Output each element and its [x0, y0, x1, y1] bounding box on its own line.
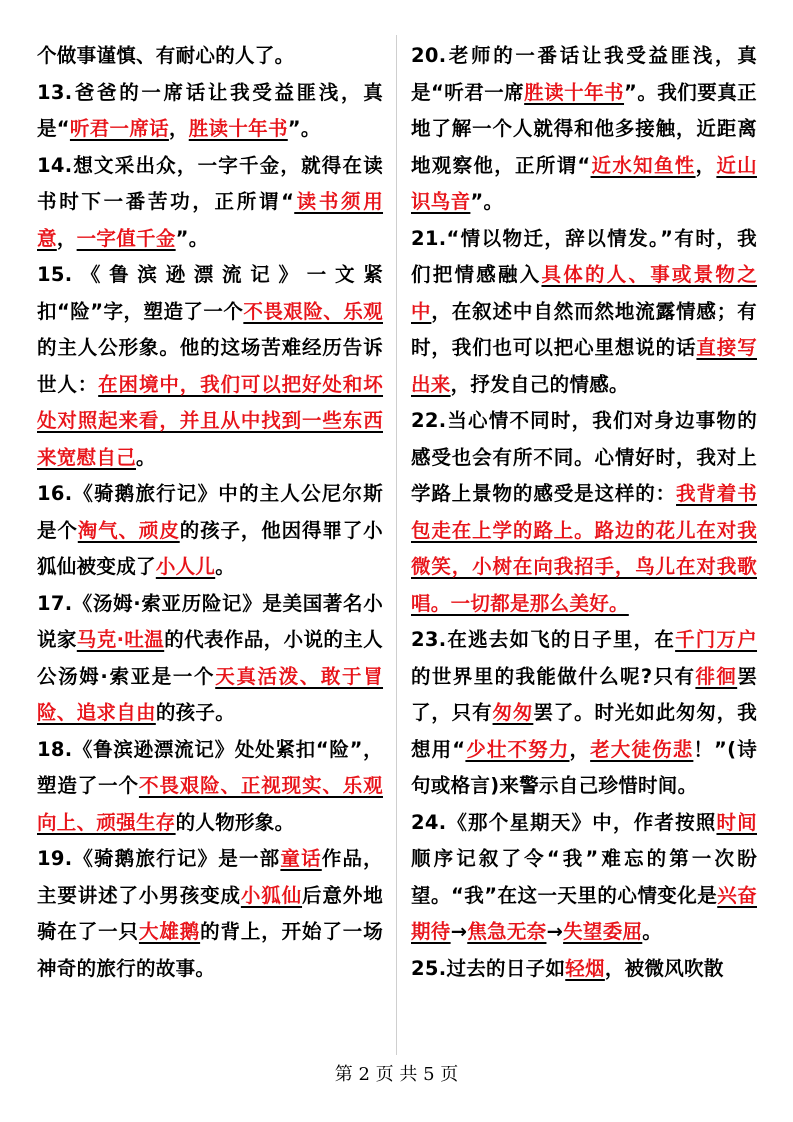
answer-text: 兴奋期待	[411, 883, 757, 943]
answer-text: 我背着书包走在上学的路上。路边的花儿在对我微笑，小树在向我招手，鸟儿在对我歌唱。一切都是那么美好。	[411, 482, 757, 615]
answer-text: 马克·吐温	[76, 628, 165, 651]
question-text: 的背上，开始了一场神奇的旅行的故事。	[37, 920, 383, 980]
answer-text: 时间	[716, 810, 757, 834]
answer-text: 匆匆	[492, 701, 534, 724]
answer-text: 徘徊	[695, 664, 738, 688]
left-column	[37, 38, 383, 987]
question-paragraph	[411, 221, 757, 404]
question-text: 后意外地骑在了一只	[37, 883, 384, 943]
question-text: 的主人公形象。他的这场苦难经历告诉世人：	[37, 336, 383, 396]
question-text: 21.“情以物迁，辞以情发。”有时，我们把情感融入	[411, 226, 757, 286]
question-text: 罢了，只有	[411, 664, 757, 724]
question-text: 22.当心情不同时，我们对身边事物的感受也会有所不同。心情好时，我对上学路上景物的感受是这样的：	[411, 409, 757, 505]
question-text: →	[546, 920, 564, 943]
page-footer: 第 2 页 共 5 页	[334, 1064, 459, 1085]
question-text: →	[450, 920, 468, 943]
answer-text: 具体的人、事或景物之中	[411, 263, 757, 323]
question-text: 23.在逃去如飞的日子里，在	[411, 628, 676, 651]
answer-text: 一字值千金	[76, 226, 176, 250]
question-paragraph	[411, 805, 757, 951]
answer-text: 少壮不努力	[465, 737, 570, 761]
question-paragraph	[37, 75, 383, 148]
answer-text: 轻烟	[565, 956, 605, 980]
question-text: ，	[56, 226, 77, 250]
question-text: 16.《骑鹅旅行记》中的主人公尼尔斯是个	[37, 482, 383, 542]
question-text: ”。	[287, 117, 321, 140]
answer-text: 天真活泼、敢于冒险、追求自由	[37, 664, 384, 724]
question-text: 的人物形象。	[175, 810, 295, 834]
question-text: 19.《骑鹅旅行记》是一部	[37, 847, 281, 870]
answer-text: 童话	[280, 847, 322, 870]
question-text: 。	[642, 920, 663, 943]
answer-text: 老大徒伤悲	[590, 737, 694, 761]
answer-text: 焦急无奈	[467, 920, 547, 943]
question-paragraph	[411, 38, 757, 221]
question-paragraph	[411, 403, 757, 622]
answer-text: 千门万户	[675, 628, 758, 651]
question-text: 的代表作品，小说的主人公汤姆·索亚是一个	[37, 628, 383, 688]
answer-text: 不畏艰险、正视现实、乐观向上、顽强生存	[37, 774, 383, 834]
question-text: 24.《那个星期天》中，作者按照	[411, 810, 717, 834]
question-paragraph	[37, 586, 383, 732]
question-text: 作品，主要讲述了小男孩变成	[37, 847, 383, 907]
question-paragraph	[411, 622, 757, 805]
answer-text: 直接写出来	[411, 336, 757, 396]
question-text: ，在叙述中自然而然地流露情感；有时，我们也可以把心里想说的话	[411, 299, 757, 359]
question-text: 。	[215, 555, 236, 578]
question-text: ！”(诗句或格言)来警示自己珍惜时间。	[411, 737, 757, 797]
question-text: ，	[695, 153, 717, 177]
question-text: 个做事谨慎、有耐心的人了。	[37, 44, 295, 67]
right-column	[411, 38, 757, 987]
question-text: ，抒发自己的情感。	[450, 372, 629, 396]
question-text: ”。我们要真正地了解一个人就得和他多接触，近距离地观察他，正所谓“	[411, 80, 757, 177]
answer-text: 读书须用意	[37, 190, 384, 250]
column-divider	[396, 35, 397, 1055]
answer-text: 淘气、顽皮	[77, 518, 180, 542]
question-text: 15.《鲁滨逊漂流记》一文紧扣“险”字，塑造了一个	[37, 263, 383, 323]
question-text: 13.爸爸的一席话让我受益匪浅，真是“	[37, 80, 383, 140]
answer-text: 近山识鸟音	[411, 153, 757, 213]
question-text: 20.老师的一番话让我受益匪浅，真是“听君一席	[411, 44, 757, 104]
answer-text: 失望委屈	[563, 920, 643, 943]
question-paragraph	[37, 841, 383, 987]
question-text: 罢了。时光如此匆匆，我想用“	[411, 701, 757, 761]
question-text: 17.《汤姆·索亚历险记》是美国著名小说家	[37, 591, 383, 651]
question-text: 14.想文采出众，一字千金，就得在读书时下一番苦功，正所谓“	[37, 153, 383, 213]
answer-text: 在困境中，我们可以把好处和坏处对照起来看，并且从中找到一些东西来宽慰自己	[37, 372, 384, 469]
question-text: 18.《鲁滨逊漂流记》处处紧扣“险”，塑造了一个	[37, 737, 383, 797]
question-text: 的世界里的我能做什么呢?只有	[411, 664, 696, 688]
question-text: ”。	[175, 226, 209, 250]
question-text: 的孩子。	[155, 701, 236, 724]
answer-text: 小狐仙	[240, 883, 303, 907]
question-paragraph	[37, 476, 383, 586]
question-text: ，被微风吹散	[604, 956, 724, 980]
question-paragraph	[37, 257, 383, 476]
question-text: 。	[136, 445, 156, 469]
question-text: ，	[168, 117, 189, 140]
question-text: 的孩子，他因得罪了小狐仙被变成了	[37, 518, 383, 578]
question-paragraph	[411, 951, 757, 988]
question-text: 顺序记叙了令“我”难忘的第一次盼望。“我”在这一天里的心情变化是	[411, 847, 757, 907]
answer-text: 不畏艰险、乐观	[243, 299, 383, 323]
answer-text: 大雄鹅	[138, 920, 201, 943]
answer-text: 听君一席话	[69, 117, 169, 140]
answer-text: 胜读十年书	[524, 80, 625, 104]
question-paragraph	[37, 148, 383, 258]
question-paragraph	[37, 38, 383, 75]
question-text: ，	[569, 737, 591, 761]
question-paragraph	[37, 732, 383, 842]
answer-text: 近水知鱼性	[590, 153, 696, 177]
answer-text: 胜读十年书	[188, 117, 288, 140]
question-text: ”。	[470, 190, 504, 213]
question-text: 25.过去的日子如	[411, 956, 566, 980]
answer-text: 小人儿	[155, 555, 216, 578]
